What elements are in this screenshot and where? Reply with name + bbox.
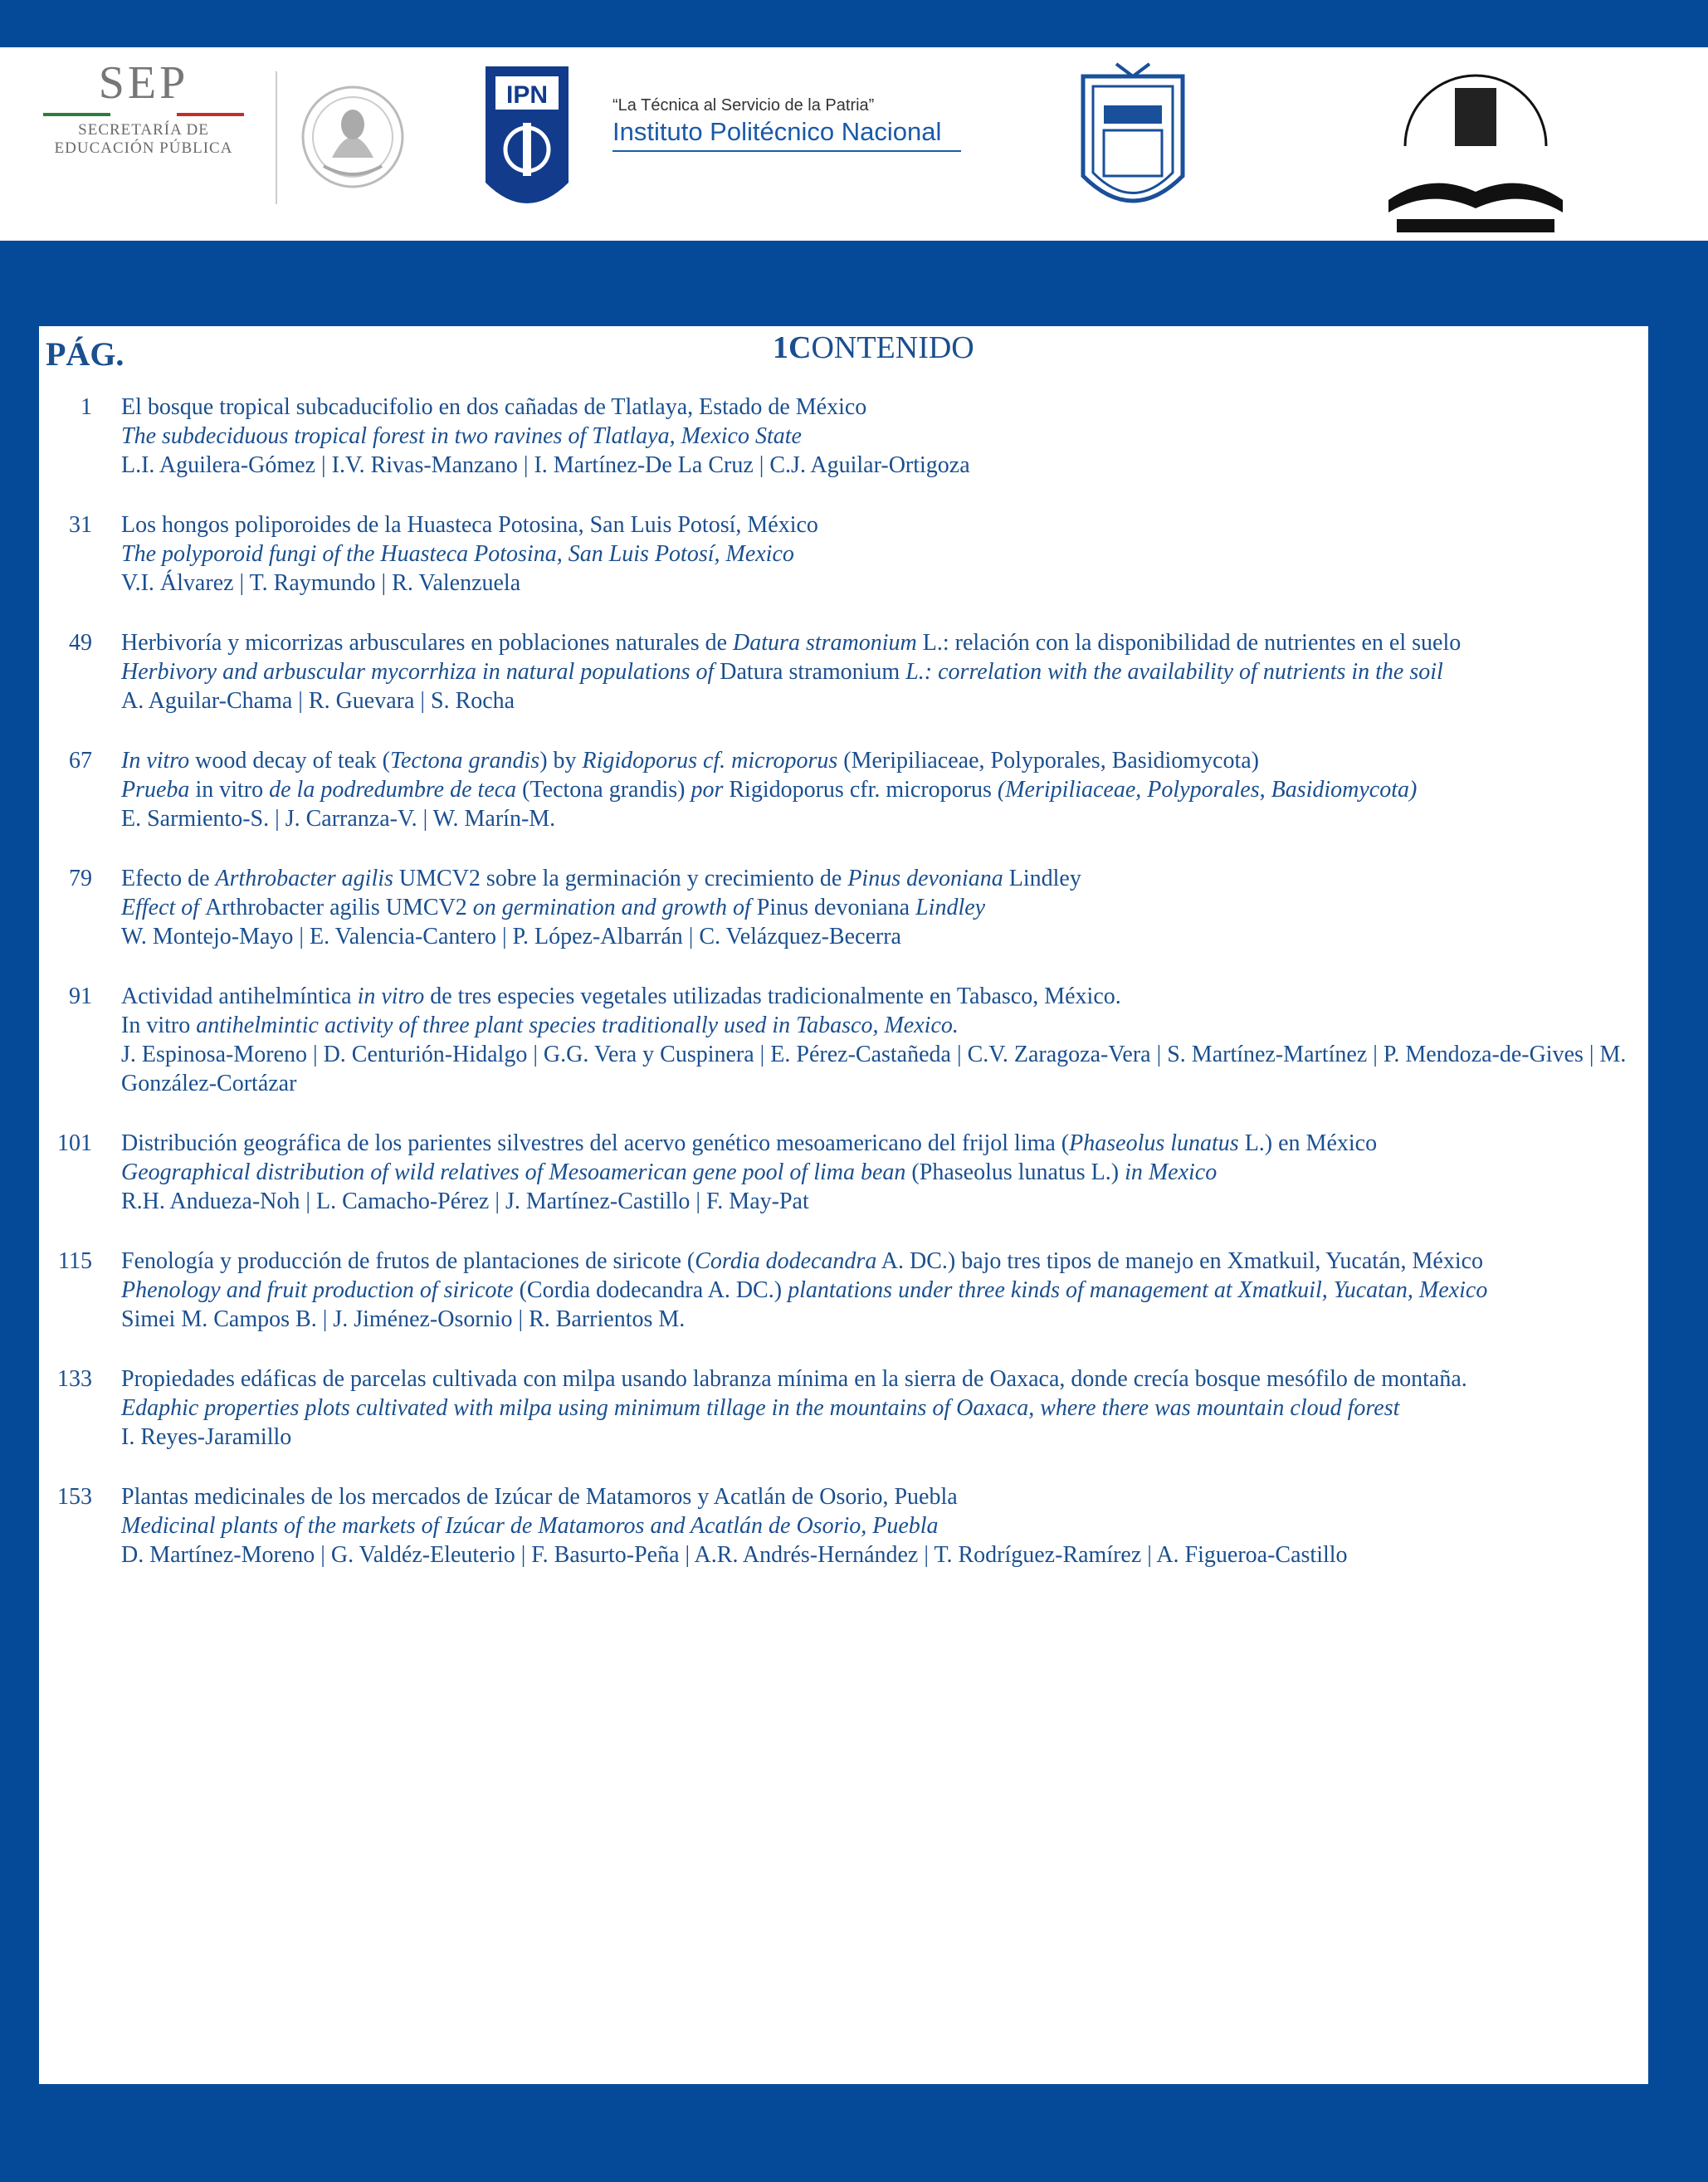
toc-authors: I. Reyes-Jaramillo	[121, 1424, 292, 1450]
title-segment: L.) en México	[1238, 1130, 1378, 1156]
title-segment: in vitro	[189, 777, 270, 803]
title-segment: Rigidoporus cf. microporus	[582, 748, 838, 774]
eagle-seal-icon	[299, 66, 407, 207]
logo-divider	[276, 71, 277, 204]
title-segment: Efecto de	[121, 866, 216, 891]
title-segment: (Cordia dodecandra A. DC.)	[519, 1277, 783, 1303]
toc-entry	[39, 864, 1648, 951]
title-segment: Pinus devoniana	[847, 866, 1003, 891]
title-segment: Fenología y producción de frutos de plantaciones de siricote (	[121, 1248, 695, 1274]
title-segment: de la podredumbre de teca	[269, 777, 523, 803]
contents-panel	[39, 326, 1648, 2084]
ipn-logo-icon	[477, 58, 577, 224]
toc-authors: E. Sarmiento-S. | J. Carranza-V. | W. Marín-M.	[121, 806, 556, 832]
toc-title-es	[121, 864, 1648, 893]
title-segment: Lindley	[1003, 866, 1081, 891]
title-segment: on germination and growth of	[466, 895, 757, 920]
toc-title-en	[121, 775, 1648, 804]
title-segment: wood decay of teak (	[189, 748, 390, 774]
toc-entry	[39, 982, 1648, 1098]
toc-title-en	[121, 657, 1648, 686]
title-segment: Propiedades edáficas de parcelas cultivada con milpa usando labranza mínima en la sierra de Oaxaca, donde crecía bosque mesófilo de montaña.	[121, 1366, 1467, 1392]
toc-page-number: 115	[58, 1248, 92, 1274]
toc-page-number: 79	[69, 866, 92, 891]
contents-title-prefix: 1C	[773, 330, 812, 365]
title-segment: Prueba	[121, 777, 190, 803]
toc-title-en	[121, 1394, 1648, 1423]
title-segment: Actividad antihelmíntica	[121, 984, 358, 1009]
toc-page-number: 91	[69, 984, 92, 1009]
toc-title-es	[121, 746, 1648, 775]
contents-title	[773, 329, 974, 366]
title-segment: In vitro	[121, 1013, 191, 1038]
toc-title-es	[121, 982, 1648, 1011]
contents-title-rest: ONTENIDO	[811, 330, 974, 365]
toc-title-en	[121, 539, 1648, 569]
toc-entry	[39, 1364, 1648, 1452]
title-segment: (Meripiliaceae, Polyporales, Basidiomycota)	[991, 777, 1418, 803]
title-segment: in vitro	[357, 984, 425, 1009]
toc-title-es	[121, 628, 1648, 657]
toc-page-number: 49	[69, 630, 92, 656]
toc-entry	[39, 1129, 1648, 1216]
title-segment: Datura stramonium	[720, 659, 900, 685]
toc-authors: W. Montejo-Mayo | E. Valencia-Cantero | P. López-Albarrán | C. Velázquez-Becerra	[121, 924, 901, 949]
svg-text:IPN: IPN	[505, 81, 549, 109]
toc-title-es	[121, 1364, 1648, 1394]
toc-title-es	[121, 1247, 1648, 1276]
toc-page-number: 101	[57, 1130, 92, 1156]
toc-title-es	[121, 1482, 1648, 1511]
toc-title-en	[121, 1276, 1648, 1305]
title-segment: A. DC.) bajo tres tipos de manejo en Xmatkuil, Yucatán, México	[876, 1248, 1484, 1274]
toc-entry	[39, 1247, 1648, 1334]
title-segment: Herbivoría y micorrizas arbusculares en poblaciones naturales de	[121, 630, 734, 656]
toc-entry	[39, 393, 1648, 480]
title-segment: The polyporoid fungi of the Huasteca Potosina, San Luis Potosí, Mexico	[121, 541, 794, 567]
title-segment: in Mexico	[1119, 1159, 1218, 1185]
title-segment: Herbivory and arbuscular mycorrhiza in natural populations of	[121, 659, 720, 685]
sep-acronym: SEP	[98, 57, 189, 109]
toc-authors: J. Espinosa-Moreno | D. Centurión-Hidalgo | G.G. Vera y Cuspinera | E. Pérez-Castañeda | C.V. Zaragoza-Vera | S. Martínez-Martínez | P. Mendoza-de-Gives | M. González-Cortázar	[121, 1042, 1627, 1096]
toc-title-en	[121, 1158, 1648, 1187]
publications-logo-icon	[1380, 55, 1571, 239]
encb-shield-icon	[1075, 60, 1191, 226]
toc-list	[39, 393, 1648, 1600]
toc-title-en	[121, 422, 1648, 451]
sep-logo	[40, 58, 247, 158]
title-segment: Edaphic properties plots cultivated with milpa using minimum tillage in the mountains of Oaxaca, where there was mountain cloud forest	[121, 1395, 1400, 1421]
title-segment: Datura stramonium	[733, 630, 917, 656]
title-segment: Rigidoporus cfr. microporus	[729, 777, 992, 803]
toc-title-es	[121, 510, 1648, 539]
title-segment: Phenology and fruit production of siricote	[121, 1277, 520, 1303]
title-segment: Arthrobacter agilis UMCV2	[205, 895, 467, 920]
title-segment: The subdeciduous tropical forest in two ravines of Tlatlaya, Mexico State	[121, 423, 802, 449]
flag-stripes	[43, 113, 244, 116]
title-segment: (Phaseolus lunatus L.)	[911, 1159, 1120, 1185]
title-segment: (Meripiliaceae, Polyporales, Basidiomycota)	[837, 748, 1259, 774]
title-segment: UMCV2 sobre la germinación y crecimiento de	[393, 866, 848, 891]
toc-authors: A. Aguilar-Chama | R. Guevara | S. Rocha	[121, 688, 515, 714]
title-segment: Pinus devoniana	[756, 895, 910, 920]
toc-entry	[39, 746, 1648, 833]
page-column-heading: PÁG.	[46, 335, 124, 373]
toc-title-en	[121, 1511, 1648, 1540]
toc-page-number: 67	[69, 748, 92, 774]
title-segment: Effect of	[121, 895, 206, 920]
toc-title-es	[121, 1129, 1648, 1158]
toc-page-number: 1	[81, 394, 92, 420]
title-segment: de tres especies vegetales utilizadas tradicionalmente en Tabasco, México.	[424, 984, 1121, 1009]
toc-page-number: 153	[57, 1484, 92, 1510]
title-segment: Lindley	[910, 895, 986, 920]
sep-line1: SECRETARÍA DE	[78, 121, 209, 139]
toc-authors: Simei M. Campos B. | J. Jiménez-Osornio | R. Barrientos M.	[121, 1306, 686, 1332]
title-segment: ) by	[539, 748, 583, 774]
title-segment: El bosque tropical subcaducifolio en dos cañadas de Tlatlaya, Estado de México	[121, 394, 867, 420]
toc-authors: R.H. Andueza-Noh | L. Camacho-Pérez | J. Martínez-Castillo | F. May-Pat	[121, 1189, 809, 1214]
sep-line2: EDUCACIÓN PÚBLICA	[54, 139, 233, 157]
toc-page-number: 31	[69, 512, 92, 538]
title-segment: Cordia dodecandra	[695, 1248, 877, 1274]
title-segment: Plantas medicinales de los mercados de Izúcar de Matamoros y Acatlán de Osorio, Puebla	[121, 1484, 958, 1510]
title-segment: por	[685, 777, 730, 803]
toc-title-es	[121, 393, 1648, 422]
title-segment: L.: correlation with the availability of nutrients in the soil	[900, 659, 1443, 685]
title-segment: Arthrobacter agilis	[215, 866, 393, 891]
ipn-name: Instituto Politécnico Nacional	[612, 116, 961, 152]
toc-title-en	[121, 893, 1648, 922]
title-segment: Geographical distribution of wild relatives of Mesoamerican gene pool of lima bean	[121, 1159, 912, 1185]
title-segment: (Tectona grandis)	[522, 777, 686, 803]
toc-authors: V.I. Álvarez | T. Raymundo | R. Valenzuela	[121, 570, 521, 596]
ipn-wordmark	[612, 95, 961, 152]
toc-authors: D. Martínez-Moreno | G. Valdéz-Eleuterio | F. Basurto-Peña | A.R. Andrés-Hernández | T. Rodríguez-Ramírez | A. Figueroa-Castillo	[121, 1542, 1348, 1568]
title-segment: Los hongos poliporoides de la Huasteca Potosina, San Luis Potosí, México	[121, 512, 818, 538]
title-segment: In vitro	[121, 748, 190, 774]
toc-title-en	[121, 1011, 1648, 1040]
toc-entry	[39, 1482, 1648, 1569]
title-segment: Distribución geográfica de los parientes silvestres del acervo genético mesoamericano del frijol lima (	[121, 1130, 1070, 1156]
toc-page-number: 133	[57, 1366, 92, 1392]
toc-entry	[39, 628, 1648, 715]
title-segment: Tectona grandis	[389, 748, 540, 774]
title-segment: plantations under three kinds of management at Xmatkuil, Yucatan, Mexico	[782, 1277, 1488, 1303]
title-segment: L.: relación con la disponibilidad de nutrientes en el suelo	[916, 630, 1462, 656]
title-segment: Medicinal plants of the markets of Izúcar de Matamoros and Acatlán de Osorio, Puebla	[121, 1513, 939, 1539]
toc-authors: L.I. Aguilera-Gómez | I.V. Rivas-Manzano | I. Martínez-De La Cruz | C.J. Aguilar-Ortigoza	[121, 452, 970, 478]
ipn-motto: “La Técnica al Servicio de la Patria”	[612, 96, 875, 115]
toc-entry	[39, 510, 1648, 598]
title-segment: antihelmintic activity of three plant species traditionally used in Tabasco, Mexico.	[190, 1013, 959, 1038]
title-segment: Phaseolus lunatus	[1069, 1130, 1239, 1156]
